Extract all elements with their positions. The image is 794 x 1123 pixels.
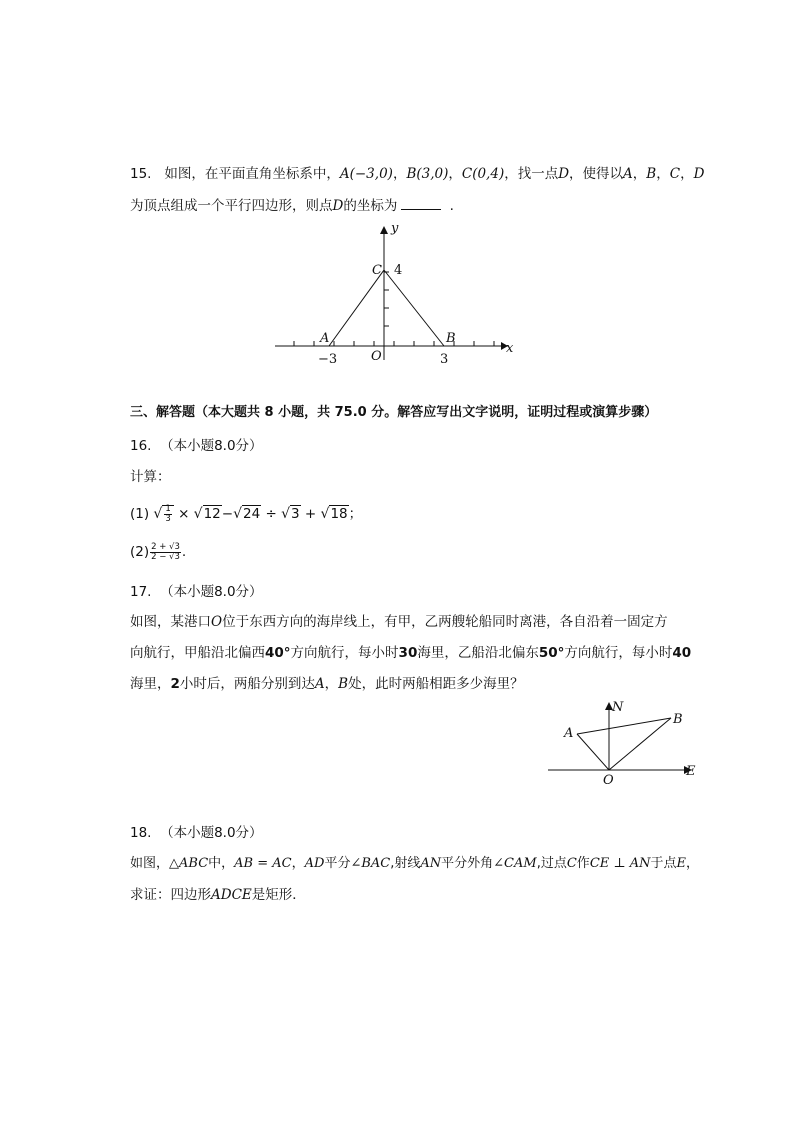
q15-line1: [130, 164, 704, 184]
point-b-label: B: [446, 331, 456, 346]
text: 作: [576, 856, 590, 871]
points-label: （本小题8.0分）: [160, 825, 263, 841]
segment-cb: [384, 270, 444, 346]
q17-line1: [130, 612, 668, 632]
math-var: AN: [420, 856, 442, 871]
part-label: (1): [130, 506, 150, 522]
point-b-label: B: [673, 712, 683, 727]
y-ticks: [384, 272, 389, 326]
q15-coordinate-figure: [270, 220, 530, 370]
math-point-c: C(0,4): [461, 166, 505, 182]
math-perpendicular: CE ⊥ AN: [589, 856, 651, 871]
text: ,过点: [536, 856, 567, 871]
text: 向航行，甲船沿北偏西: [130, 645, 265, 661]
math-point-a: A(−3,0): [339, 166, 393, 182]
section-title: 三、解答题（本大题共 8 小题，共 75.0 分。解答应写出文字说明，证明过程或演算步骤）: [130, 405, 658, 420]
q18-line2: [130, 885, 306, 905]
math-number: 2: [170, 676, 180, 692]
text: 平分: [324, 856, 351, 871]
segment-ab: [577, 718, 671, 734]
text: .: [449, 198, 454, 214]
math-angle: 40°: [265, 645, 291, 661]
math-angle: ∠CAM: [493, 856, 537, 871]
denominator: 3: [165, 513, 171, 524]
text: ，: [324, 676, 339, 692]
x-value-neg3: −3: [318, 352, 338, 367]
sqrt-18: √18: [320, 506, 348, 522]
operator: ÷: [265, 506, 277, 522]
math-equation: AB = AC: [234, 856, 292, 871]
text: 如图，在平面直角坐标系中，: [164, 166, 340, 182]
math-var: B: [646, 166, 657, 182]
q16-header: [130, 436, 263, 456]
math-point-b: B(3,0): [406, 166, 449, 182]
part-label: (2): [130, 544, 150, 560]
text: 处，此时两船相距多少海里？: [348, 676, 524, 692]
question-number: 18.: [130, 825, 152, 841]
question-number: 16.: [130, 438, 152, 454]
text: 中，: [208, 856, 235, 871]
text: 位于东西方向的海岸线上，有甲，乙两艘轮船同时离港，各自沿着一固定方: [222, 614, 668, 630]
y-axis-arrow-icon: [380, 226, 388, 234]
sqrt-3: √3: [281, 506, 300, 522]
answer-blank[interactable]: [401, 197, 441, 210]
math-var: B: [338, 676, 349, 692]
math-var: E: [676, 856, 687, 871]
numerator: 2 + √3: [151, 541, 180, 552]
x-axis-label: x: [506, 341, 514, 356]
operator: +: [304, 506, 317, 522]
text: ,射线: [390, 856, 421, 871]
text: ，: [291, 856, 305, 871]
segment-ob: [609, 718, 671, 770]
q18-header: [130, 823, 263, 843]
point-a-label: A: [320, 331, 330, 346]
origin-label: O: [371, 349, 382, 364]
math-number: 30: [398, 645, 418, 661]
math-triangle: △ABC: [169, 856, 209, 871]
points-label: （本小题8.0分）: [160, 584, 263, 600]
text: 为顶点组成一个平行四边形，则点: [130, 198, 333, 214]
math-var: D: [332, 198, 344, 214]
text: ，: [448, 166, 462, 182]
q16-part1: [130, 500, 362, 528]
operator: −: [221, 506, 234, 522]
text: ，找一点: [504, 166, 559, 182]
segment-ac: [329, 270, 384, 346]
q16-instruction: 计算：: [130, 469, 171, 485]
text: ，: [656, 166, 670, 182]
question-number: 15.: [130, 166, 152, 182]
fraction: [150, 543, 181, 562]
text: 于点: [650, 856, 677, 871]
north-label: N: [612, 700, 624, 715]
q17-line2: [130, 643, 691, 663]
sqrt-fraction: √ $\frac{1}{3}$: [153, 500, 173, 528]
text: ，: [392, 166, 407, 182]
points-label: （本小题8.0分）: [160, 438, 263, 454]
text: ；: [348, 506, 363, 522]
math-angle: 50°: [538, 645, 565, 661]
math-var: A: [623, 166, 633, 182]
math-var: C: [566, 856, 577, 871]
east-label: E: [686, 764, 696, 779]
math-quadrilateral: ADCE: [211, 887, 252, 903]
q18-line1: [130, 854, 699, 874]
text: 海里，乙船沿北偏东: [417, 645, 539, 661]
x-value-3: 3: [440, 352, 449, 367]
text: ，: [680, 166, 694, 182]
math-var: D: [558, 166, 570, 182]
question-number: 17.: [130, 584, 152, 600]
math-var: AD: [304, 856, 325, 871]
q17-navigation-figure: [540, 695, 710, 790]
text: .: [181, 544, 187, 560]
y-axis-label: y: [391, 221, 399, 236]
math-var: D: [693, 166, 705, 182]
math-var: O: [211, 614, 223, 630]
q16-part2: [130, 538, 186, 566]
math-angle: ∠BAC: [350, 856, 391, 871]
text: 方向航行，每小时: [564, 645, 673, 661]
math-var: C: [669, 166, 681, 182]
text: 如图，某港口: [130, 614, 211, 630]
text: 如图，: [130, 856, 170, 871]
sqrt-12: √12: [193, 506, 221, 522]
operator: ×: [178, 506, 190, 522]
text: 方向航行，每小时: [290, 645, 399, 661]
point-a-label: A: [564, 726, 574, 741]
text: 的坐标为: [343, 198, 398, 214]
text: 平分外角: [441, 856, 494, 871]
q17-line3: [130, 674, 524, 694]
text: 是矩形．: [251, 887, 306, 903]
y-value-4: 4: [394, 263, 403, 278]
q17-header: [130, 582, 263, 602]
text: ，: [632, 166, 647, 182]
segment-oa: [577, 734, 609, 770]
denominator: 2 − √3: [151, 551, 180, 562]
text: ，: [686, 856, 700, 871]
text: 求证：四边形: [130, 887, 211, 903]
sqrt-24: √24: [233, 506, 261, 522]
text: 小时后，两船分别到达: [179, 676, 315, 692]
q15-line2: [130, 196, 454, 216]
math-number: 40: [672, 645, 692, 661]
text: ，使得以: [569, 166, 624, 182]
numerator: 1: [165, 503, 171, 514]
origin-label: O: [603, 773, 614, 788]
math-var: A: [314, 676, 325, 692]
text: 海里，: [130, 676, 171, 692]
point-c-label: C: [372, 263, 382, 278]
